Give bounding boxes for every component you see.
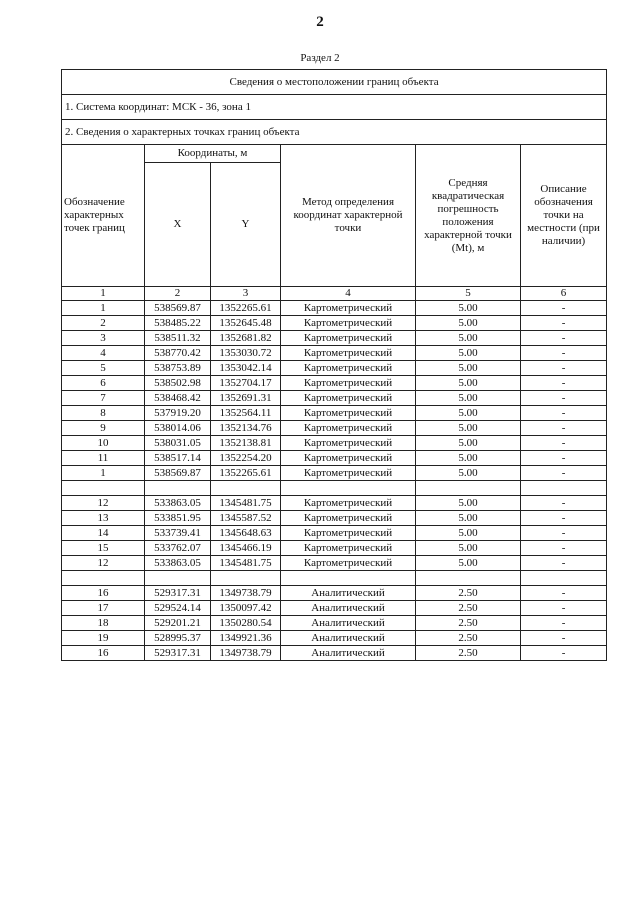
y-coordinate: 1353042.14 — [211, 361, 281, 376]
point-number: 1 — [62, 466, 145, 481]
empty-cell — [281, 481, 416, 496]
table-title: Сведения о местоположении границ объекта — [62, 70, 607, 95]
x-coordinate: 538569.87 — [145, 466, 211, 481]
column-number: 5 — [416, 287, 521, 301]
description: - — [521, 496, 607, 511]
description: - — [521, 631, 607, 646]
header-description: Описание обозначения точки на местности (при наличии) — [521, 145, 607, 287]
point-number: 12 — [62, 556, 145, 571]
y-coordinate: 1345587.52 — [211, 511, 281, 526]
method: Аналитический — [281, 646, 416, 661]
table-row — [62, 451, 607, 466]
x-coordinate: 533762.07 — [145, 541, 211, 556]
method: Картометрический — [281, 526, 416, 541]
y-coordinate: 1349921.36 — [211, 631, 281, 646]
y-coordinate: 1350097.42 — [211, 601, 281, 616]
description: - — [521, 601, 607, 616]
method: Картометрический — [281, 346, 416, 361]
table-row — [62, 556, 607, 571]
table-row — [62, 436, 607, 451]
empty-cell — [521, 481, 607, 496]
accuracy: 5.00 — [416, 406, 521, 421]
empty-cell — [211, 571, 281, 586]
y-coordinate: 1345481.75 — [211, 556, 281, 571]
header-accuracy: Средняя квадратическая погрешность положения характерной точки (Mt), м — [416, 145, 521, 287]
accuracy: 5.00 — [416, 511, 521, 526]
point-number: 5 — [62, 361, 145, 376]
point-number: 7 — [62, 391, 145, 406]
table-row — [62, 331, 607, 346]
description: - — [521, 451, 607, 466]
description: - — [521, 466, 607, 481]
header-coordinates: Координаты, м — [145, 145, 281, 163]
empty-cell — [416, 481, 521, 496]
method: Картометрический — [281, 556, 416, 571]
point-number: 12 — [62, 496, 145, 511]
x-coordinate: 538014.06 — [145, 421, 211, 436]
method: Аналитический — [281, 601, 416, 616]
table-row — [62, 616, 607, 631]
method: Картометрический — [281, 376, 416, 391]
table-row — [62, 496, 607, 511]
point-number: 15 — [62, 541, 145, 556]
description: - — [521, 301, 607, 316]
column-number: 1 — [62, 287, 145, 301]
table-row — [62, 361, 607, 376]
accuracy: 2.50 — [416, 601, 521, 616]
header-x: X — [145, 163, 211, 287]
x-coordinate: 529524.14 — [145, 601, 211, 616]
x-coordinate: 529317.31 — [145, 646, 211, 661]
accuracy: 5.00 — [416, 436, 521, 451]
description: - — [521, 586, 607, 601]
empty-cell — [145, 481, 211, 496]
column-number: 2 — [145, 287, 211, 301]
empty-cell — [416, 571, 521, 586]
description: - — [521, 391, 607, 406]
description: - — [521, 646, 607, 661]
method: Картометрический — [281, 541, 416, 556]
method: Аналитический — [281, 616, 416, 631]
table-row — [62, 586, 607, 601]
method: Картометрический — [281, 466, 416, 481]
table-row — [62, 601, 607, 616]
y-coordinate: 1352265.61 — [211, 466, 281, 481]
group-separator-row — [62, 571, 607, 586]
header-method: Метод определения координат характерной точки — [281, 145, 416, 287]
point-number: 11 — [62, 451, 145, 466]
y-coordinate: 1352704.17 — [211, 376, 281, 391]
empty-cell — [521, 571, 607, 586]
x-coordinate: 529201.21 — [145, 616, 211, 631]
accuracy: 2.50 — [416, 631, 521, 646]
table-row — [62, 301, 607, 316]
method: Картометрический — [281, 316, 416, 331]
point-number: 6 — [62, 376, 145, 391]
x-coordinate: 538517.14 — [145, 451, 211, 466]
x-coordinate: 538511.32 — [145, 331, 211, 346]
x-coordinate: 529317.31 — [145, 586, 211, 601]
group-separator-row — [62, 481, 607, 496]
y-coordinate: 1345648.63 — [211, 526, 281, 541]
method: Аналитический — [281, 586, 416, 601]
column-number: 3 — [211, 287, 281, 301]
method: Картометрический — [281, 421, 416, 436]
table-row — [62, 316, 607, 331]
accuracy: 2.50 — [416, 616, 521, 631]
header-y: Y — [211, 163, 281, 287]
x-coordinate: 533863.05 — [145, 496, 211, 511]
method: Картометрический — [281, 496, 416, 511]
x-coordinate: 533863.05 — [145, 556, 211, 571]
point-number: 18 — [62, 616, 145, 631]
method: Картометрический — [281, 301, 416, 316]
accuracy: 5.00 — [416, 526, 521, 541]
point-number: 14 — [62, 526, 145, 541]
accuracy: 5.00 — [416, 496, 521, 511]
table-row — [62, 421, 607, 436]
x-coordinate: 538485.22 — [145, 316, 211, 331]
method: Картометрический — [281, 361, 416, 376]
column-number: 6 — [521, 287, 607, 301]
empty-cell — [281, 571, 416, 586]
description: - — [521, 376, 607, 391]
y-coordinate: 1352564.11 — [211, 406, 281, 421]
x-coordinate: 538569.87 — [145, 301, 211, 316]
point-number: 13 — [62, 511, 145, 526]
description: - — [521, 526, 607, 541]
point-number: 3 — [62, 331, 145, 346]
table-row — [62, 541, 607, 556]
description: - — [521, 556, 607, 571]
y-coordinate: 1352681.82 — [211, 331, 281, 346]
method: Картометрический — [281, 436, 416, 451]
page-number: 2 — [316, 14, 324, 30]
y-coordinate: 1352254.20 — [211, 451, 281, 466]
accuracy: 2.50 — [416, 646, 521, 661]
x-coordinate: 538770.42 — [145, 346, 211, 361]
point-number: 9 — [62, 421, 145, 436]
x-coordinate: 538502.98 — [145, 376, 211, 391]
empty-cell — [211, 481, 281, 496]
point-number: 1 — [62, 301, 145, 316]
point-number: 8 — [62, 406, 145, 421]
description: - — [521, 346, 607, 361]
accuracy: 5.00 — [416, 421, 521, 436]
description: - — [521, 421, 607, 436]
y-coordinate: 1352691.31 — [211, 391, 281, 406]
y-coordinate: 1349738.79 — [211, 586, 281, 601]
point-number: 16 — [62, 586, 145, 601]
y-coordinate: 1352138.81 — [211, 436, 281, 451]
method: Картометрический — [281, 511, 416, 526]
points-section-header: 2. Сведения о характерных точках границ объекта — [62, 120, 607, 145]
x-coordinate: 538468.42 — [145, 391, 211, 406]
point-number: 10 — [62, 436, 145, 451]
description: - — [521, 331, 607, 346]
y-coordinate: 1350280.54 — [211, 616, 281, 631]
x-coordinate: 537919.20 — [145, 406, 211, 421]
y-coordinate: 1352645.48 — [211, 316, 281, 331]
x-coordinate: 528995.37 — [145, 631, 211, 646]
point-number: 19 — [62, 631, 145, 646]
accuracy: 5.00 — [416, 466, 521, 481]
description: - — [521, 406, 607, 421]
accuracy: 5.00 — [416, 451, 521, 466]
table-row — [62, 346, 607, 361]
description: - — [521, 436, 607, 451]
x-coordinate: 533851.95 — [145, 511, 211, 526]
accuracy: 5.00 — [416, 541, 521, 556]
y-coordinate: 1352265.61 — [211, 301, 281, 316]
accuracy: 5.00 — [416, 556, 521, 571]
accuracy: 5.00 — [416, 301, 521, 316]
method: Картометрический — [281, 331, 416, 346]
table-row — [62, 376, 607, 391]
accuracy: 5.00 — [416, 391, 521, 406]
y-coordinate: 1345481.75 — [211, 496, 281, 511]
x-coordinate: 538753.89 — [145, 361, 211, 376]
point-number: 2 — [62, 316, 145, 331]
table-row — [62, 391, 607, 406]
description: - — [521, 616, 607, 631]
y-coordinate: 1349738.79 — [211, 646, 281, 661]
empty-cell — [145, 571, 211, 586]
x-coordinate: 533739.41 — [145, 526, 211, 541]
accuracy: 5.00 — [416, 316, 521, 331]
column-number-row — [62, 287, 607, 301]
table-row — [62, 466, 607, 481]
description: - — [521, 541, 607, 556]
point-number: 16 — [62, 646, 145, 661]
column-number: 4 — [281, 287, 416, 301]
description: - — [521, 511, 607, 526]
description: - — [521, 361, 607, 376]
section-label: Раздел 2 — [300, 52, 340, 64]
accuracy: 5.00 — [416, 376, 521, 391]
empty-cell — [62, 571, 145, 586]
description: - — [521, 316, 607, 331]
method: Картометрический — [281, 451, 416, 466]
header-point-designation: Обозначение характерных точек границ — [62, 145, 145, 287]
table-row — [62, 511, 607, 526]
coordinate-system-row: 1. Система координат: МСК - 36, зона 1 — [62, 95, 607, 120]
point-number: 4 — [62, 346, 145, 361]
accuracy: 5.00 — [416, 346, 521, 361]
table-row — [62, 526, 607, 541]
accuracy: 5.00 — [416, 361, 521, 376]
accuracy: 2.50 — [416, 586, 521, 601]
empty-cell — [62, 481, 145, 496]
method: Картометрический — [281, 406, 416, 421]
method: Аналитический — [281, 631, 416, 646]
method: Картометрический — [281, 391, 416, 406]
table-row — [62, 631, 607, 646]
boundary-points-table — [61, 69, 607, 661]
table-row — [62, 406, 607, 421]
x-coordinate: 538031.05 — [145, 436, 211, 451]
point-number: 17 — [62, 601, 145, 616]
table-row — [62, 646, 607, 661]
y-coordinate: 1345466.19 — [211, 541, 281, 556]
y-coordinate: 1352134.76 — [211, 421, 281, 436]
y-coordinate: 1353030.72 — [211, 346, 281, 361]
accuracy: 5.00 — [416, 331, 521, 346]
